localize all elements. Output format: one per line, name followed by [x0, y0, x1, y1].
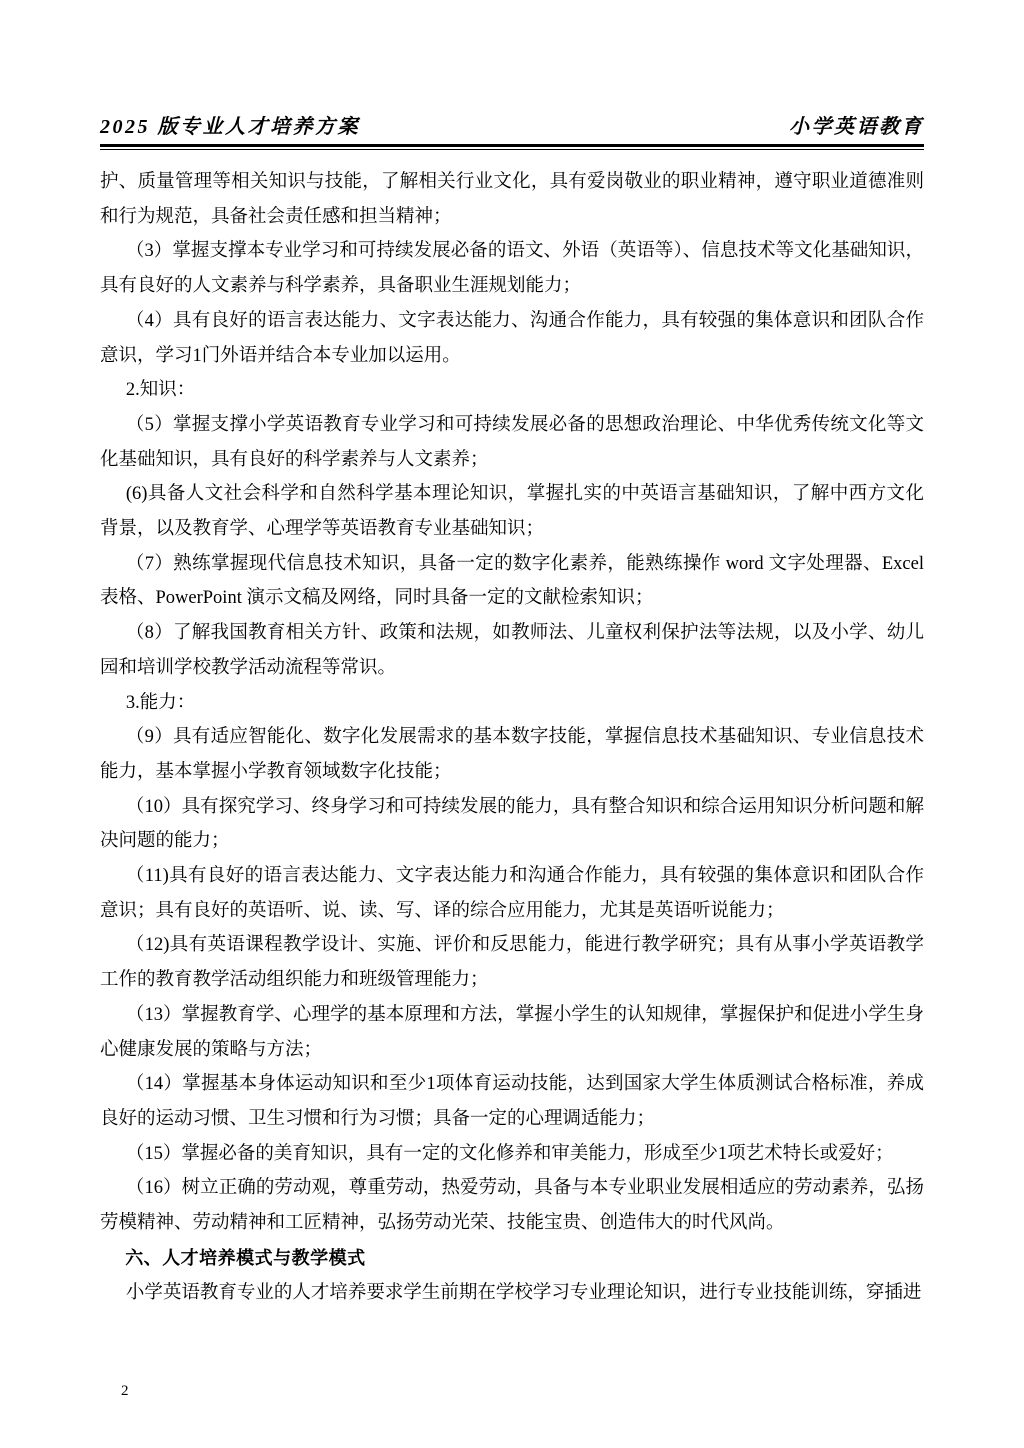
paragraph-item-10: （10）具有探究学习、终身学习和可持续发展的能力，具有整合知识和综合运用知识分析问题和解决问题的能力； — [100, 796, 924, 852]
paragraph-item-16: （16）树立正确的劳动观，尊重劳动，热爱劳动，具备与本专业职业发展相适应的劳动素养，弘扬劳模精神、劳动精神和工匠精神，弘扬劳动光荣、技能宝贵、创造伟大的时代风尚。 — [100, 1178, 924, 1234]
section-heading-six: 六、人才培养模式与教学模式 — [125, 1247, 366, 1268]
header-rule-thick — [100, 144, 924, 147]
paragraph-item-11: （11)具有良好的语言表达能力、文字表达能力和沟通合作能力，具有较强的集体意识和团队合作意识；具有良好的英语听、说、读、写、译的综合应用能力，尤其是英语听说能力； — [100, 866, 924, 921]
paragraph-item-12: （12)具有英语课程教学设计、实施、评价和反思能力，能进行教学研究；具有从事小学英语教学工作的教育教学活动组织能力和班级管理能力； — [100, 935, 924, 991]
paragraph-item-3: （3）掌握支撑本专业学习和可持续发展必备的语文、外语（英语等）、信息技术等文化基础知识，具有良好的人文素养与科学素养，具备职业生涯规划能力； — [100, 241, 924, 297]
paragraph-item-14: （14）掌握基本身体运动知识和至少1项体育运动技能，达到国家大学生体质测试合格标准，养成良好的运动习惯、卫生习惯和行为习惯；具备一定的心理调适能力； — [100, 1074, 924, 1129]
header-left-title: 2025 版专业人才培养方案 — [100, 116, 360, 138]
paragraph-item-9: （9）具有适应智能化、数字化发展需求的基本数字技能，掌握信息技术基础知识、专业信息技术能力，基本掌握小学教育领域数字化技能； — [100, 727, 924, 782]
paragraph-intro-training-model: 小学英语教育专业的人才培养要求学生前期在学校学习专业理论知识，进行专业技能训练，穿插进 — [125, 1282, 922, 1303]
paragraph-item-4: （4）具有良好的语言表达能力、文字表达能力、沟通合作能力，具有较强的集体意识和团队合作意识，学习1门外语并结合本专业加以运用。 — [100, 310, 924, 366]
paragraph-item-15: （15）掌握必备的美育知识，具有一定的文化修养和审美能力，形成至少1项艺术特长或爱好； — [125, 1143, 894, 1164]
paragraph-item-6: (6)具备人文社会科学和自然科学基本理论知识，掌握扎实的中英语言基础知识，了解中西方文化背景，以及教育学、心理学等英语教育专业基础知识； — [100, 484, 924, 540]
document-body — [100, 165, 924, 1310]
header-right-title: 小学英语教育 — [789, 116, 924, 138]
header-rule-thin — [100, 149, 924, 151]
paragraph-item-8: （8）了解我国教育相关方针、政策和法规，如教师法、儿童权利保护法等法规，以及小学、幼儿园和培训学校教学活动流程等常识。 — [100, 623, 924, 678]
paragraph-continuation: 护、质量管理等相关知识与技能，了解相关行业文化，具有爱岗敬业的职业精神，遵守职业道德准则和行为规范，具备社会责任感和担当精神； — [100, 172, 924, 227]
paragraph-item-7: （7）熟练掌握现代信息技术知识，具备一定的数字化素养，能熟练操作 word 文字处理器、Excel 表格、PowerPoint 演示文稿及网络，同时具备一定的文献检索知识； — [100, 553, 924, 609]
page-number: 2 — [121, 1383, 129, 1399]
section-label-ability: 3.能力： — [125, 692, 196, 713]
page-header — [100, 0, 924, 139]
paragraph-item-5: （5）掌握支撑小学英语教育专业学习和可持续发展必备的思想政治理论、中华优秀传统文化等文化基础知识，具有良好的科学素养与人文素养； — [100, 414, 924, 470]
paragraph-item-13: （13）掌握教育学、心理学的基本原理和方法，掌握小学生的认知规律，掌握保护和促进小学生身心健康发展的策略与方法； — [100, 1004, 924, 1060]
section-label-knowledge: 2.知识： — [125, 380, 196, 401]
